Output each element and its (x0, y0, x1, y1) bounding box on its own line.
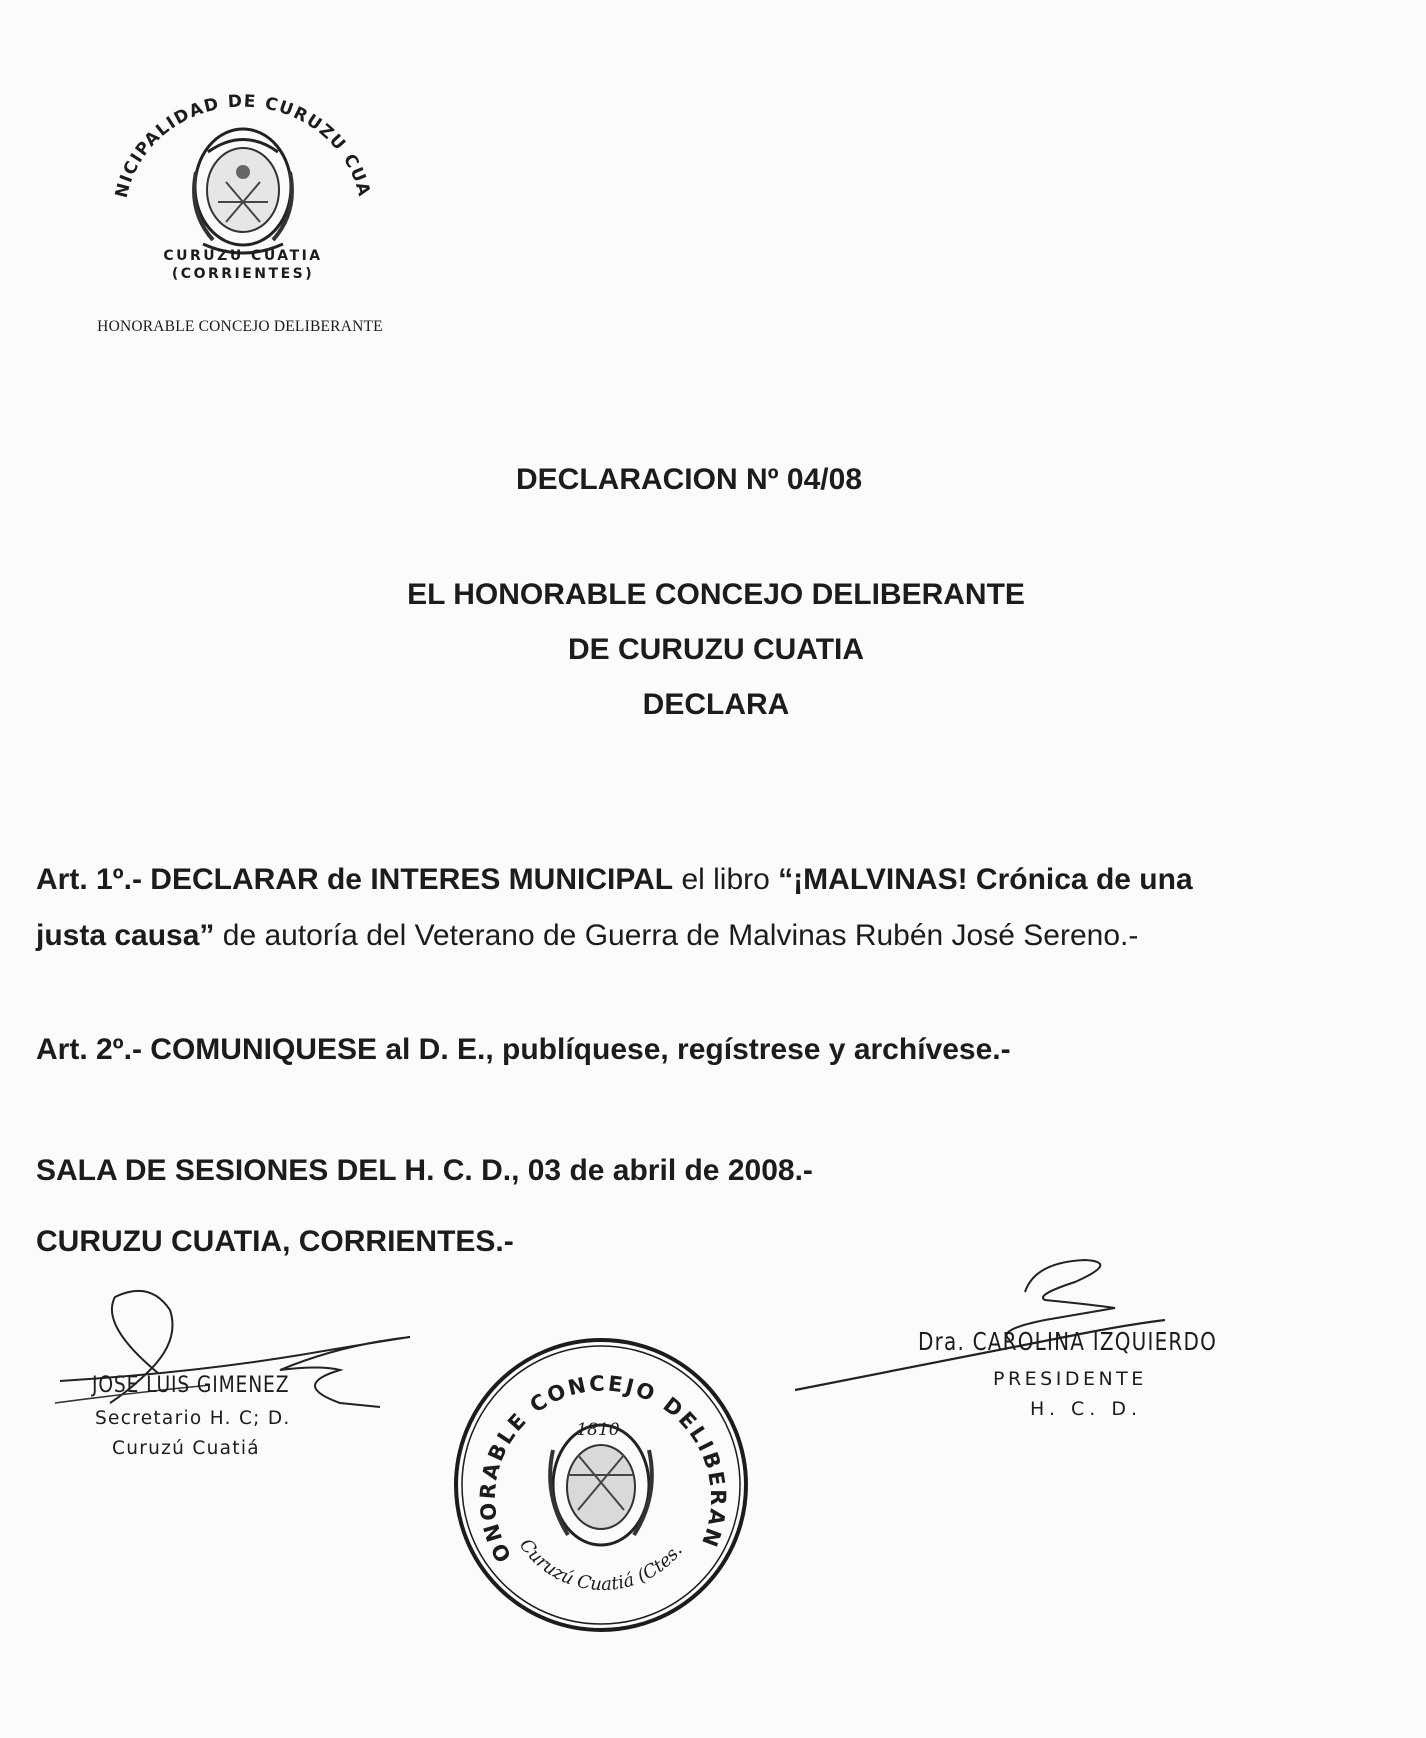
art1-label: Art. 1º.- DECLARAR (36, 863, 319, 896)
president-name: Dra. CAROLINA IZQUIERDO (918, 1327, 1218, 1356)
council-stamp (448, 1335, 754, 1635)
article-2: Art. 2º.- COMUNIQUESE al D. E., publíquese, regístrese y archívese.- (36, 1033, 1011, 1066)
art1-b3: justa causa” (36, 919, 215, 952)
secretary-title: Secretario H. C; D. (95, 1408, 291, 1429)
session-date: SALA DE SESIONES DEL H. C. D., 03 de abril de 2008.- (36, 1154, 813, 1187)
stamp-bottom-text: Curuzú Cuatiá (Ctes. (514, 1535, 687, 1596)
art1-b1: INTERES MUNICIPAL (370, 863, 674, 896)
art1-b2: “¡MALVINAS! Crónica de una (778, 863, 1193, 896)
stamp-ring-text: ONORABLE CONCEJO DELIBERAN (475, 1371, 731, 1567)
declaration-number: DECLARACION Nº 04/08 (515, 463, 863, 496)
secretary-city: Curuzú Cuatiá (112, 1438, 260, 1459)
title-line-2: DE CURUZU CUATIA (567, 633, 865, 666)
place: CURUZU CUATIA, CORRIENTES.- (36, 1225, 514, 1258)
secretary-name: JOSE LUIS GIMENEZ (92, 1373, 290, 1398)
article-1 (36, 852, 1396, 964)
seal-city: CURUZU CUATIA (163, 248, 323, 264)
seal-arc-text: NICIPALIDAD DE CURUZU CUA (111, 91, 374, 200)
president-org: H. C. D. (1030, 1398, 1143, 1420)
art1-t2: el libro (673, 863, 779, 896)
municipal-seal (108, 72, 378, 312)
council-label: HONORABLE CONCEJO DELIBERANTE (97, 318, 383, 335)
title-line-3: DECLARA (642, 688, 790, 721)
seal-province: (CORRIENTES) (171, 266, 315, 282)
title-line-1: EL HONORABLE CONCEJO DELIBERANTE (407, 578, 1025, 611)
art1-t1: de (318, 863, 371, 896)
stamp-year: 1810 (576, 1420, 620, 1440)
art1-t3: de autoría del Veterano de Guerra de Malvinas Rubén José Sereno.- (214, 919, 1139, 952)
president-title: PRESIDENTE (993, 1368, 1147, 1390)
